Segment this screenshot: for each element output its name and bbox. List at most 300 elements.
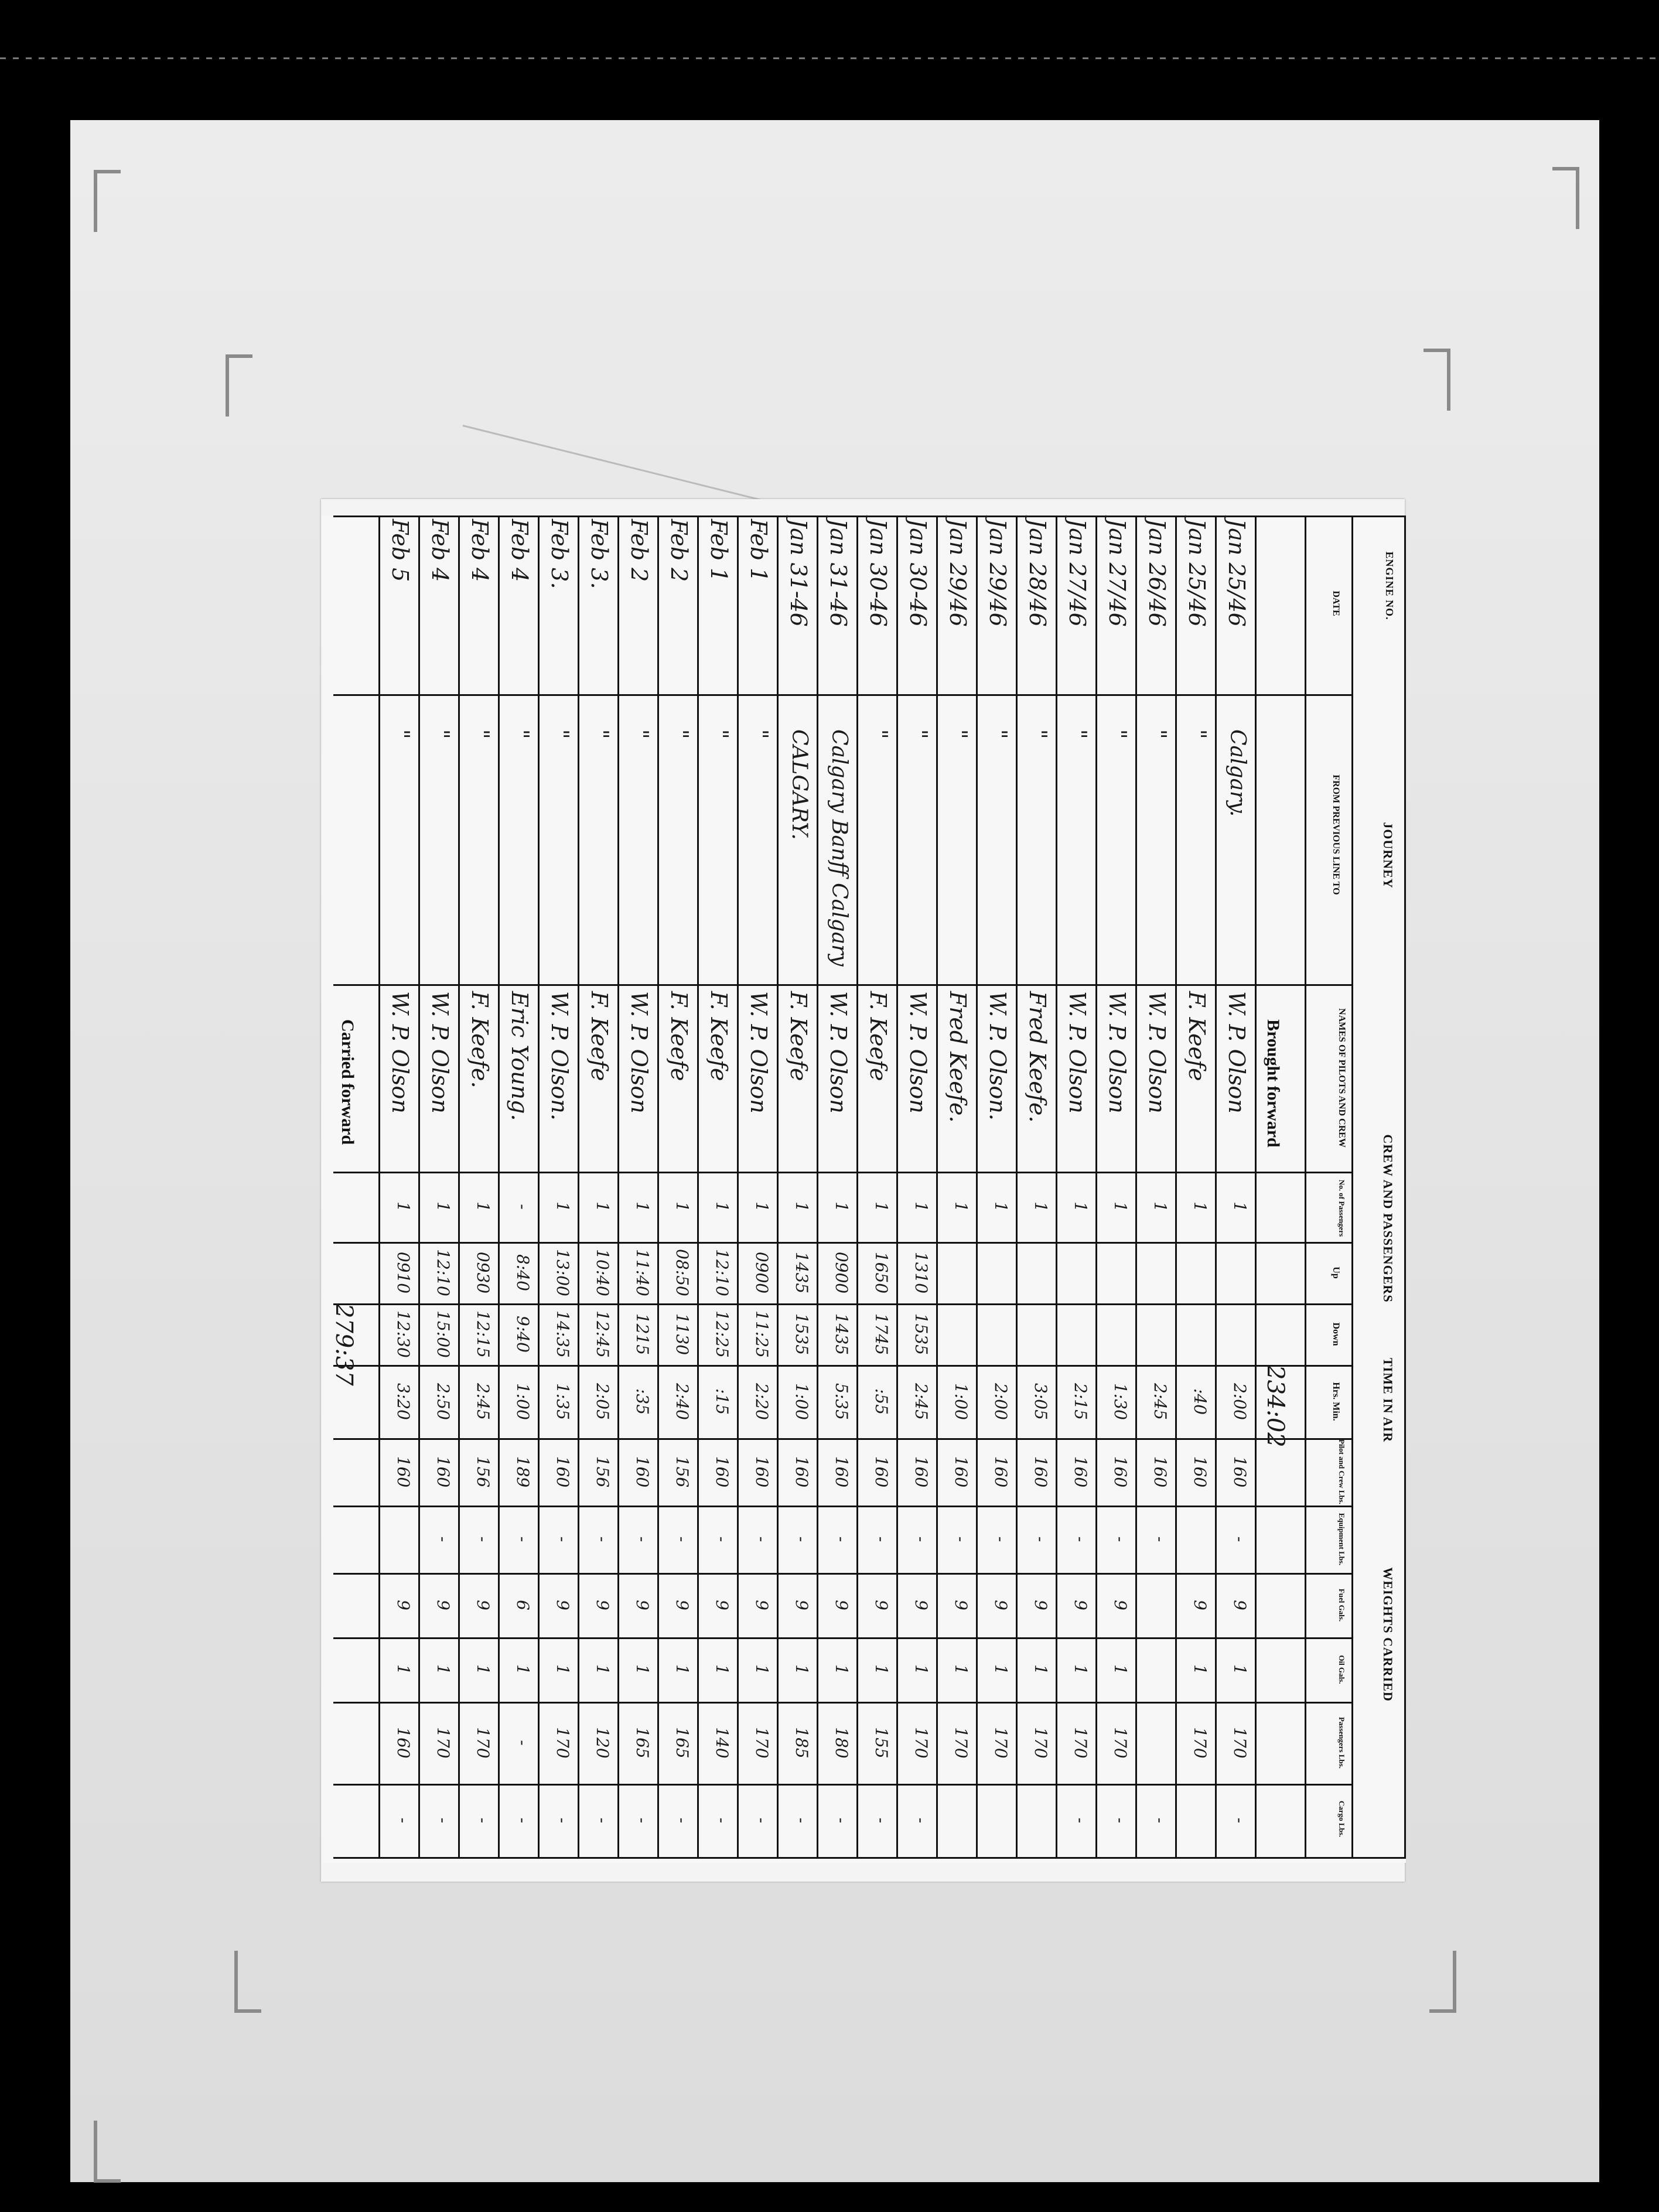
equipment-weight-cell: - (912, 1536, 931, 1542)
date-cell: Jan 28/46 (1025, 519, 1050, 627)
passenger-weight-cell: 170 (1031, 1727, 1050, 1759)
passenger-count-cell: 1 (752, 1201, 772, 1212)
route-cell: Calgary Banff Calgary (827, 729, 851, 967)
column-rule (333, 694, 1353, 696)
down-time-cell: 1435 (832, 1313, 851, 1356)
crop-mark-top-right (1424, 349, 1450, 411)
fuel-cell: 9 (1111, 1600, 1130, 1610)
equipment-weight-cell: - (792, 1536, 811, 1542)
flight-hours-cell: 2:45 (1151, 1383, 1170, 1420)
flight-hours-cell: :40 (1190, 1388, 1210, 1415)
date-cell: Feb 3. (547, 519, 572, 589)
pilot-name-cell: W. P. Olson (746, 991, 772, 1114)
pilot-name-cell: W. P. Olson (1104, 991, 1130, 1114)
cargo-cell: - (872, 1817, 891, 1824)
names-col-header: NAMES OF PILOTS AND CREW (1337, 1008, 1347, 1148)
passenger-count-cell: 1 (712, 1201, 732, 1212)
pilot-weight-cell: 160 (1151, 1456, 1170, 1488)
cargo-cell: - (433, 1817, 453, 1824)
pilot-weight-cell: 160 (872, 1456, 891, 1488)
passenger-count-cell: 1 (394, 1201, 413, 1212)
column-rule (333, 1857, 1406, 1859)
up-time-cell: 08:50 (673, 1249, 692, 1296)
row-rule (538, 516, 540, 1857)
fuel-cell: 9 (673, 1600, 692, 1610)
date-cell: Feb 1 (706, 519, 732, 582)
fuel-cell: 6 (513, 1600, 532, 1610)
date-cell: Jan 31-46 (786, 519, 811, 627)
passenger-count-cell: 1 (832, 1201, 851, 1212)
passenger-weight-cell: 170 (553, 1727, 572, 1759)
up-time-cell: 11:40 (633, 1249, 652, 1296)
route-cell: " (947, 729, 971, 739)
passenger-count-cell: 1 (553, 1201, 572, 1212)
flight-hours-cell: 2:15 (1071, 1383, 1090, 1420)
passenger-count-cell: 1 (912, 1201, 931, 1212)
down-time-cell: 1535 (792, 1313, 811, 1356)
date-cell: Jan 31-46 (825, 519, 851, 627)
flight-hours-cell: 1:35 (553, 1383, 572, 1420)
row-rule (617, 516, 619, 1857)
equipment-weight-cell: - (473, 1536, 493, 1542)
row-rule (737, 516, 739, 1857)
cargo-col-header: Cargo Lbs. (1337, 1800, 1346, 1838)
date-cell: Feb 3. (586, 519, 612, 589)
equipment-col-header: Equipment Lbs. (1337, 1513, 1346, 1566)
pilot-weight-cell: 160 (433, 1456, 453, 1488)
equipment-weight-cell: - (1230, 1536, 1250, 1542)
weights-heading: WEIGHTS CARRIED (1381, 1567, 1395, 1702)
cargo-cell: - (553, 1817, 572, 1824)
pilot-weight-cell: 160 (991, 1456, 1011, 1488)
down-time-cell: 14:35 (553, 1310, 572, 1358)
equipment-weight-cell: - (712, 1536, 732, 1542)
row-rule (1016, 516, 1018, 1857)
passenger-weight-cell: 170 (1190, 1727, 1210, 1759)
heading-rule (1351, 516, 1353, 1857)
fuel-cell: 9 (951, 1600, 971, 1610)
journey-heading: JOURNEY (1381, 822, 1395, 889)
down-time-cell: 12:30 (394, 1310, 413, 1358)
pilot-name-cell: F. Keefe. (467, 991, 493, 1088)
equipment-weight-cell: - (752, 1536, 772, 1542)
pilot-weight-cell: 160 (792, 1456, 811, 1488)
crew-heading: CREW AND PASSENGERS (1381, 1134, 1395, 1303)
fuel-cell: 9 (991, 1600, 1011, 1610)
pilot-weight-cell: 160 (633, 1456, 652, 1488)
fuel-cell: 9 (832, 1600, 851, 1610)
pilot-name-cell: W. P. Olson (1144, 991, 1170, 1114)
equipment-weight-cell: - (872, 1536, 891, 1542)
oil-col-header: Oil Gals. (1337, 1655, 1346, 1684)
passenger-weight-cell: 165 (673, 1727, 692, 1759)
route-cell: " (1026, 729, 1050, 739)
row-rule (1215, 516, 1217, 1857)
fuel-cell: 9 (1071, 1600, 1090, 1610)
passenger-weight-cell: 180 (832, 1727, 851, 1759)
route-cell: " (907, 729, 931, 739)
fuel-cell: 9 (394, 1600, 413, 1610)
passenger-weight-cell: 170 (433, 1727, 453, 1759)
route-cell: " (508, 729, 532, 739)
flight-hours-cell: 2:40 (673, 1383, 692, 1420)
down-time-cell: 12:45 (593, 1310, 612, 1358)
equipment-weight-cell: - (1111, 1536, 1130, 1542)
date-cell: Jan 25/46 (1184, 519, 1210, 627)
oil-cell: 1 (513, 1664, 532, 1675)
down-time-cell: 12:25 (712, 1310, 732, 1358)
equipment-weight-cell: - (513, 1536, 532, 1542)
fuel-cell: 9 (1031, 1600, 1050, 1610)
passenger-count-cell: 1 (1111, 1201, 1130, 1212)
date-col-header: DATE (1331, 590, 1341, 616)
oil-cell: 1 (433, 1664, 453, 1675)
oil-cell: 1 (1230, 1664, 1250, 1675)
route-cell: " (469, 729, 493, 739)
pilot-name-cell: W. P. Olson (1064, 991, 1090, 1114)
pilot-name-cell: W. P. Olson (387, 991, 413, 1114)
column-rule (333, 516, 1406, 517)
crop-mark-bottom-right (1429, 1951, 1456, 2013)
date-cell: Jan 29/46 (945, 519, 971, 627)
pilot-weight-cell: 156 (673, 1456, 692, 1488)
cargo-cell: - (673, 1817, 692, 1824)
date-cell: Feb 4 (467, 519, 493, 582)
passenger-weight-cell: 140 (712, 1727, 732, 1759)
flight-hours-cell: 2:00 (1230, 1383, 1250, 1420)
oil-cell: 1 (1031, 1664, 1050, 1675)
fuel-cell: 9 (792, 1600, 811, 1610)
row-rule (936, 516, 938, 1857)
route-cell: " (986, 729, 1011, 739)
row-rule (896, 516, 898, 1857)
flight-hours-cell: :15 (712, 1388, 732, 1415)
oil-cell: 1 (712, 1664, 732, 1675)
cargo-cell: - (513, 1817, 532, 1824)
pilot-weight-cell: 160 (553, 1456, 572, 1488)
oil-cell: 1 (673, 1664, 692, 1675)
up-time-cell: 12:10 (433, 1249, 453, 1296)
up-time-cell: 0900 (752, 1251, 772, 1294)
fuel-col-header: Fuel Gals. (1337, 1588, 1346, 1622)
route-cell: CALGARY. (787, 729, 811, 840)
route-cell: " (708, 729, 732, 739)
passenger-weight-cell: 170 (1071, 1727, 1090, 1759)
oil-cell: 1 (832, 1664, 851, 1675)
crop-mark-bottom-left (234, 1951, 261, 2013)
cargo-cell: - (593, 1817, 612, 1824)
date-cell: Feb 2 (626, 519, 652, 582)
pilot-weight-cell: 160 (712, 1456, 732, 1488)
cargo-cell: - (633, 1817, 652, 1824)
cargo-cell: - (752, 1817, 772, 1824)
oil-cell: 1 (633, 1664, 652, 1675)
passenger-count-cell: 1 (633, 1201, 652, 1212)
passenger-count-cell: 1 (991, 1201, 1011, 1212)
pilot-weight-cell: 189 (513, 1456, 532, 1488)
pilot-weight-cell: 160 (832, 1456, 851, 1488)
row-rule (418, 516, 420, 1857)
passenger-weight-cell: 155 (872, 1727, 891, 1759)
up-time-cell: 1310 (912, 1251, 931, 1294)
row-rule (697, 516, 699, 1857)
fuel-cell: 9 (633, 1600, 652, 1610)
flight-hours-cell: 2:45 (473, 1383, 493, 1420)
row-rule (777, 516, 779, 1857)
pilot-name-cell: Eric Young. (507, 991, 532, 1121)
flight-hours-cell: 1:30 (1111, 1383, 1130, 1420)
down-time-cell: 11:25 (752, 1310, 772, 1358)
fuel-cell: 9 (1230, 1600, 1250, 1610)
date-cell: Jan 27/46 (1064, 519, 1090, 627)
route-cell: " (1186, 729, 1210, 739)
flight-hours-cell: 1:00 (513, 1383, 532, 1420)
pilot-name-cell: Fred Keefe. (1025, 991, 1050, 1123)
pilot-weight-cell: 160 (1111, 1456, 1130, 1488)
equipment-weight-cell: - (433, 1536, 453, 1542)
pilot-name-cell: W. P. Olson (825, 991, 851, 1114)
passenger-count-cell: - (513, 1204, 532, 1210)
header-bottom-rule (1305, 516, 1306, 1857)
row-rule (498, 516, 500, 1857)
passenger-weight-cell: 165 (633, 1727, 652, 1759)
up-time-cell: 0910 (394, 1251, 413, 1294)
date-cell: Feb 4 (507, 519, 532, 582)
fuel-cell: 9 (1190, 1600, 1210, 1610)
cargo-cell: - (1111, 1817, 1130, 1824)
row-rule (856, 516, 858, 1857)
pilot-name-cell: F. Keefe (1184, 991, 1210, 1081)
flight-hours-cell: 2:20 (752, 1383, 772, 1420)
pilot-name-cell: Fred Keefe. (945, 991, 971, 1123)
route-cell: " (628, 729, 652, 739)
pilot-weight-cell: 160 (752, 1456, 772, 1488)
equipment-weight-cell: - (673, 1536, 692, 1542)
oil-cell: 1 (752, 1664, 772, 1675)
row-rule (1255, 516, 1257, 1857)
hrs-min-col-header: Hrs. Min. (1331, 1382, 1341, 1421)
flight-hours-cell: :55 (872, 1388, 891, 1415)
fuel-cell: 9 (433, 1600, 453, 1610)
up-time-cell: 1435 (792, 1251, 811, 1294)
route-cell: " (1146, 729, 1170, 739)
pilot-weight-cell: 156 (473, 1456, 493, 1488)
oil-cell: 1 (473, 1664, 493, 1675)
row-rule (1135, 516, 1137, 1857)
row-rule (378, 516, 380, 1857)
flight-hours-cell: 3:20 (394, 1383, 413, 1420)
date-cell: Jan 27/46 (1104, 519, 1130, 627)
crop-mark-top-left-outer (94, 170, 121, 232)
fuel-cell: 9 (912, 1600, 931, 1610)
pilot-weight-cell: 160 (1071, 1456, 1090, 1488)
equipment-weight-cell: - (593, 1536, 612, 1542)
pilot-name-cell: W. P. Olson. (985, 991, 1011, 1121)
film-edge (0, 0, 1659, 64)
crop-mark-top-left (226, 354, 252, 417)
equipment-weight-cell: - (991, 1536, 1011, 1542)
passenger-weight-cell: 170 (473, 1727, 493, 1759)
up-time-cell: 8:40 (513, 1254, 532, 1291)
up-time-cell: 10:40 (593, 1249, 612, 1296)
passengers-lbs-col-header: Passengers Lbs. (1337, 1716, 1346, 1769)
oil-cell: 1 (951, 1664, 971, 1675)
pilot-log-page (322, 516, 1406, 1863)
flight-hours-cell: :35 (633, 1388, 652, 1415)
pilot-name-cell: W. P. Olson (905, 991, 931, 1114)
date-cell: Jan 26/46 (1144, 519, 1170, 627)
passenger-count-cell: 1 (1071, 1201, 1090, 1212)
pilot-name-cell: F. Keefe (865, 991, 891, 1081)
date-cell: Jan 30-46 (865, 519, 891, 627)
pilot-weight-cell: 160 (912, 1456, 931, 1488)
pilot-name-cell: W. P. Olson (427, 991, 453, 1114)
crop-mark-top-right-outer (1552, 167, 1579, 229)
pilot-name-cell: F. Keefe (706, 991, 732, 1081)
oil-cell: 1 (1111, 1664, 1130, 1675)
row-rule (1056, 516, 1057, 1857)
equipment-weight-cell: - (1071, 1536, 1090, 1542)
table-top-rule (1404, 516, 1406, 1857)
oil-cell: 1 (394, 1664, 413, 1675)
route-cell: " (1106, 729, 1130, 739)
up-time-cell: 0900 (832, 1251, 851, 1294)
down-time-cell: 15:00 (433, 1310, 453, 1358)
passengers-count-col-header: No. of Passengers (1337, 1179, 1346, 1237)
route-cell: " (1066, 729, 1090, 739)
route-cell: " (429, 729, 453, 739)
fuel-cell: 9 (553, 1600, 572, 1610)
cargo-cell: - (832, 1817, 851, 1824)
passenger-weight-cell: 185 (792, 1727, 811, 1759)
passenger-count-cell: 1 (593, 1201, 612, 1212)
route-cell: Calgary. (1226, 729, 1250, 817)
passenger-weight-cell: - (513, 1740, 532, 1746)
down-col-header: Down (1331, 1322, 1341, 1346)
up-time-cell: 13:00 (553, 1249, 572, 1296)
route-cell: " (389, 729, 413, 739)
route-cell: " (588, 729, 612, 739)
equipment-weight-cell: - (832, 1536, 851, 1542)
flight-hours-cell: 2:45 (912, 1383, 931, 1420)
row-rule (657, 516, 659, 1857)
equipment-weight-cell: - (1151, 1536, 1170, 1542)
passenger-count-cell: 1 (792, 1201, 811, 1212)
passenger-weight-cell: 170 (752, 1727, 772, 1759)
fuel-cell: 9 (752, 1600, 772, 1610)
date-cell: Feb 2 (666, 519, 692, 582)
oil-cell: 1 (553, 1664, 572, 1675)
oil-cell: 1 (872, 1664, 891, 1675)
flight-hours-cell: 2:00 (991, 1383, 1011, 1420)
up-col-header: Up (1331, 1267, 1341, 1279)
passenger-weight-cell: 160 (394, 1727, 413, 1759)
cargo-cell: - (712, 1817, 732, 1824)
route-cell: " (747, 729, 772, 739)
pilot-name-cell: F. Keefe (786, 991, 811, 1081)
brought-forward-hours: 234:02 (1262, 1365, 1289, 1448)
down-time-cell: 1215 (633, 1313, 652, 1356)
passenger-count-cell: 1 (673, 1201, 692, 1212)
up-time-cell: 12:10 (712, 1249, 732, 1296)
fuel-cell: 9 (712, 1600, 732, 1610)
pilot-weight-cell: 160 (1230, 1456, 1250, 1488)
down-time-cell: 12:15 (473, 1310, 493, 1358)
down-time-cell: 1745 (872, 1313, 891, 1356)
cargo-cell: - (394, 1817, 413, 1824)
cargo-cell: - (792, 1817, 811, 1824)
flight-hours-cell: 2:05 (593, 1383, 612, 1420)
pilot-name-cell: F. Keefe (666, 991, 692, 1081)
pilot-name-cell: W. P. Olson. (547, 991, 572, 1121)
passenger-weight-cell: 120 (593, 1727, 612, 1759)
passenger-count-cell: 1 (1190, 1201, 1210, 1212)
route-cell: " (867, 729, 891, 739)
date-cell: Feb 5 (387, 519, 413, 582)
passenger-count-cell: 1 (473, 1201, 493, 1212)
crop-mark-bottom-left-outer (94, 2121, 121, 2183)
oil-cell: 1 (991, 1664, 1011, 1675)
flight-hours-cell: 2:50 (433, 1383, 453, 1420)
row-rule (578, 516, 579, 1857)
oil-cell: 1 (593, 1664, 612, 1675)
flight-hours-cell: 1:00 (951, 1383, 971, 1420)
pilot-name-cell: W. P. Olson (626, 991, 652, 1114)
passenger-weight-cell: 170 (1111, 1727, 1130, 1759)
fuel-cell: 9 (872, 1600, 891, 1610)
brought-forward-label: Brought forward (1264, 1019, 1283, 1148)
cargo-cell: - (1071, 1817, 1090, 1824)
cargo-cell: - (1230, 1817, 1250, 1824)
passenger-count-cell: 1 (1031, 1201, 1050, 1212)
row-rule (458, 516, 460, 1857)
oil-cell: 1 (1190, 1664, 1210, 1675)
engine-no-label: ENGINE NO. (1384, 551, 1395, 620)
row-rule (1095, 516, 1097, 1857)
oil-cell: 1 (912, 1664, 931, 1675)
row-rule (1175, 516, 1177, 1857)
cargo-cell: - (1151, 1817, 1170, 1824)
flight-hours-cell: 3:05 (1031, 1383, 1050, 1420)
pilot-weight-cell: 160 (1190, 1456, 1210, 1488)
carried-forward-hours: 279:37 (330, 1303, 357, 1386)
fuel-cell: 9 (593, 1600, 612, 1610)
oil-cell: 1 (792, 1664, 811, 1675)
up-time-cell: 0930 (473, 1251, 493, 1294)
pilot-crew-col-header: Pilot and Crew Lbs. (1337, 1439, 1346, 1504)
passenger-count-cell: 1 (1151, 1201, 1170, 1212)
fuel-cell: 9 (473, 1600, 493, 1610)
pilot-weight-cell: 160 (1031, 1456, 1050, 1488)
route-cell: " (548, 729, 572, 739)
up-time-cell: 1650 (872, 1251, 891, 1294)
down-time-cell: 9:40 (513, 1316, 532, 1353)
film-sprocket-marks (0, 57, 1659, 59)
equipment-weight-cell: - (951, 1536, 971, 1542)
passenger-count-cell: 1 (433, 1201, 453, 1212)
column-rule (333, 984, 1353, 986)
down-time-cell: 1535 (912, 1313, 931, 1356)
row-rule (976, 516, 978, 1857)
row-rule (817, 516, 818, 1857)
passenger-count-cell: 1 (951, 1201, 971, 1212)
time-heading: TIME IN AIR (1381, 1357, 1395, 1443)
carried-forward-label: Carried forward (338, 1019, 357, 1145)
down-time-cell: 1130 (673, 1313, 692, 1356)
cargo-cell: - (473, 1817, 493, 1824)
flight-hours-cell: 1:00 (792, 1383, 811, 1420)
date-cell: Feb 1 (746, 519, 772, 582)
